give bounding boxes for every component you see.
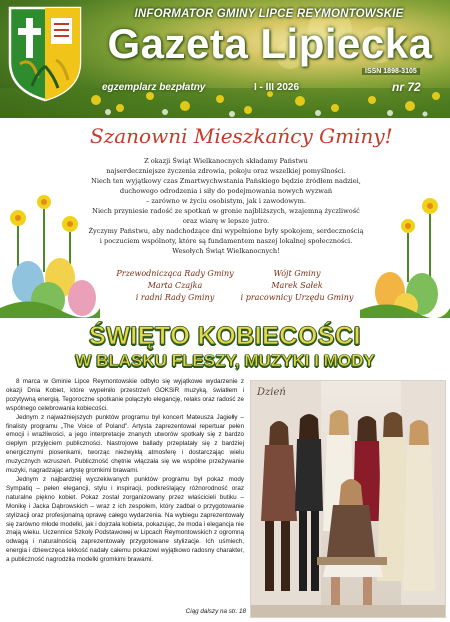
- article-paragraph: Jednym z najważniejszych punktów programu był koncert Mateusza Jagiełły – finalisty programu „The Voice of Poland”. Artysta zaprezentował repertuar pełen emocji i wrażliwości, a jego interpretacje znanych utworów spotkały się z bardzo ciepłym przyjęciem publiczności. Nastrojowe ballady przeplatały się z bardziej energicznymi piosenkami, tworząc niezwykłą atmosferę i dostarczając wielu muzycznych wzruszeń. Publiczność chętnie włączała się we wspólne przeżywanie muzyki, nagradzając artystę gromkimi brawami.: [6, 413, 244, 475]
- greeting-line: Niech przyniesie radość ze spotkań w gronie najbliższych, wzajemną życzliwość: [92, 207, 360, 215]
- greeting-line: oraz wiarę w lepsze jutro.: [182, 217, 270, 225]
- article-paragraph: Jednym z najbardziej wyczekiwanych punktów programu był pokaz mody Sympatiq – pełen elegancji, stylu i inspiracji, podkreślający różnorodność oraz naturalne piękno kobiet. Pokaz został zorganizowany przez właścicieli butiku – Monikę i Jacka Dąbrowskich – wraz z ich zespołem, który zadbał o przygotowanie stylizacji oraz profesjonalną oprawę całego wydarzenia. Na wybiegu zaprezentowały się zarówno młode modelki, jak i dojrzała kobieta, pokazując, że moda i elegancja nie znają wieku. Uczennice Szkoły Podstawowej w Lipcach Reymontowskich z ogromną odwagą i naturalnością zaprezentowały przygotowane stylizacje. Ich uśmiech, energia i dziewczęca lekkość nadały całemu pokazowi wyjątkowo radosny charakter, a publiczność nagrodziła modelki gromkimi brawami.: [6, 475, 244, 564]
- greeting-line: Z okazji Świąt Wielkanocnych składamy Państwu: [144, 157, 308, 165]
- continued-on-page: Ciąg dalszy na str. 18: [185, 608, 246, 615]
- signature-line: Marta Czajka: [147, 281, 203, 290]
- greeting-line: i poczuciem wspólnoty, które są fundamentem naszej lokalnej społeczności.: [99, 237, 353, 245]
- article-paragraph: 8 marca w Gminie Lipce Reymontowskie odbyło się wyjątkowe wydarzenie z okazji Dnia Kobiet, które wypełniło przestrzeń GOKSiR muzyką, światłem i pozytywną energią. Tegoroczne spotkanie połączyło elegancję, relaks oraz radość ze wspólnego celebrowania kobiecości.: [6, 378, 244, 412]
- signature-line: i pracownicy Urzędu Gminy: [240, 293, 354, 302]
- easter-greeting: [0, 118, 450, 318]
- article-photo: [250, 380, 446, 618]
- masthead: [0, 0, 450, 118]
- signature-line: i radni Rady Gminy: [135, 293, 215, 302]
- greeting-title: Szanowni Mieszkańcy Gminy!: [90, 124, 393, 148]
- newspaper-title: Gazeta Lipiecka: [107, 20, 433, 67]
- issue-number: nr 72: [392, 80, 421, 94]
- article-subheadline: W BLASKU FLESZY, MUZYKI I MODY: [75, 351, 375, 370]
- greeting-line: Wesołych Świąt Wielkanocnych!: [172, 247, 280, 255]
- signature-mayor: [222, 268, 372, 304]
- issue-date: I - III 2026: [254, 82, 300, 93]
- greeting-line: duchowego odrodzenia i siły do podejmowania nowych wyzwań: [119, 187, 333, 195]
- signature-line: Przewodnicząca Rady Gminy: [116, 269, 234, 278]
- publication-header: INFORMATOR GMINY LIPCE REYMONTOWSKIE: [134, 8, 404, 20]
- photo-banner-text: Dzień: [257, 387, 286, 398]
- greeting-line: najserdeczniejsze życzenia zdrowia, pokoju oraz wszelkiej pomyślności.: [106, 167, 346, 175]
- group-photo-image: [251, 381, 445, 617]
- article-body: [6, 378, 244, 610]
- signature-line: Marek Sałek: [271, 281, 323, 290]
- coat-of-arms-icon: [6, 4, 84, 102]
- article-headline: ŚWIĘTO KOBIECOŚCI: [89, 322, 361, 350]
- signature-line: Wójt Gminy: [273, 269, 321, 278]
- greeting-line: – zarówno w życiu osobistym, jak i zawodowym.: [145, 197, 306, 205]
- greeting-body: [78, 156, 374, 256]
- greeting-line: Życzymy Państwu, aby nadchodzące dni wypełnione były spokojem, serdecznością: [88, 227, 364, 235]
- issn-label: ISSN 1898-3105: [362, 68, 420, 75]
- greeting-line: Niech ten wyjątkowy czas Zmartwychwstania Pańskiego będzie źródłem nadziei,: [91, 177, 361, 185]
- free-copy-label: egzemplarz bezpłatny: [102, 82, 206, 93]
